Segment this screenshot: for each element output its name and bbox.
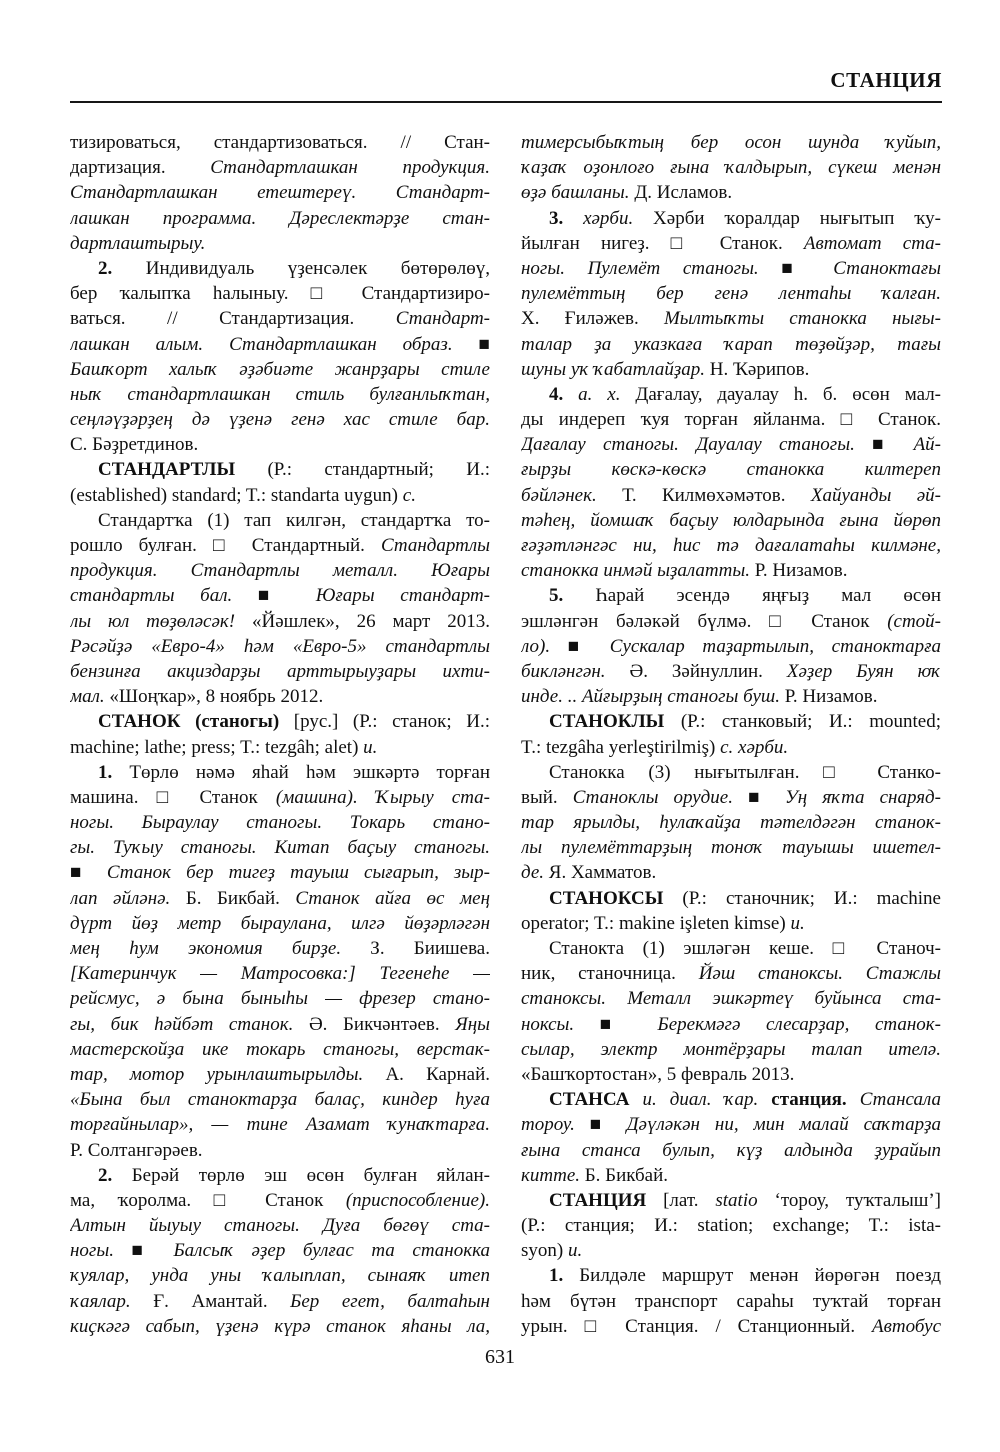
text-line xyxy=(521,785,941,810)
text-line xyxy=(521,1289,941,1314)
text-segment: Х. Ғиләжев. xyxy=(521,308,664,330)
text-segment: Б. Бикбай. xyxy=(584,1164,669,1186)
text-line xyxy=(521,911,941,936)
text-line xyxy=(521,457,941,482)
text-line xyxy=(70,206,490,231)
text-line xyxy=(521,206,941,231)
text-segment: «Башҡортостан», 5 февраль 2013. xyxy=(521,1063,795,1085)
text-segment: (Р.: станочник; И.: machine xyxy=(682,887,941,909)
text-line xyxy=(70,558,490,583)
text-segment: ғәҙәтләнгәс ни, һис тә дағалатаһы килмәне, xyxy=(521,535,941,556)
page-number: 631 xyxy=(485,1346,515,1368)
text-segment: станоксы. Металл эшкәртеү буйынса ста- xyxy=(521,988,941,1010)
text-line xyxy=(521,231,941,256)
text-segment: бикләнгән. xyxy=(521,660,630,682)
text-segment: «Бына был станоктарҙа балаҫ, киндер һуға xyxy=(70,1089,490,1111)
text-segment: Дәүләкән ни, мин малай саҡтарҙа xyxy=(626,1114,941,1136)
text-segment: (Р.: стандартный; И.: xyxy=(267,459,490,481)
text-segment: тороу. xyxy=(521,1114,590,1136)
text-segment: ногы. Пулемёт станогы. xyxy=(521,257,782,279)
text-segment: С. Бәҙретдинов. xyxy=(70,434,199,456)
text-segment: тимерсыбыҡтың бер осон шунда ҡуйып, xyxy=(521,132,941,153)
text-segment: хәрби. xyxy=(583,207,654,229)
text-segment: 4. xyxy=(549,383,579,405)
text-segment: syon) xyxy=(521,1240,568,1262)
text-segment: Бер егет, балтаһын xyxy=(290,1290,490,1312)
text-segment: Р. Солтангәрәев. xyxy=(70,1139,203,1161)
text-line xyxy=(70,1037,490,1062)
text-line xyxy=(521,281,941,306)
text-segment: вый. xyxy=(521,786,573,808)
text-line xyxy=(70,961,490,986)
text-line xyxy=(521,1012,941,1037)
text-segment: лашкан программа. Дәреслектәрҙе стан- xyxy=(70,207,490,229)
text-segment: шуны уҡ ҡабатлайҙар. xyxy=(521,358,710,380)
text-segment: СТАНОКЛЫ xyxy=(549,711,681,733)
text-segment: Йәш станоксы. Стажлы xyxy=(698,963,941,985)
text-line xyxy=(521,382,941,407)
text-line xyxy=(521,684,941,709)
text-line xyxy=(521,1263,941,1288)
text-segment: дартизация. xyxy=(70,157,211,179)
header-rule xyxy=(70,101,942,103)
text-segment: тәһең, йомшаҡ баҫыу юлдарында ғына йөрөп xyxy=(521,509,941,531)
text-segment: и. xyxy=(363,736,378,758)
text-segment: ник, станочница. xyxy=(521,963,699,985)
text-segment: Стандарт- xyxy=(395,308,490,330)
text-segment: Сускалар таҙартылып, станоктарға xyxy=(609,635,941,657)
text-segment: Станок айға өс мең xyxy=(295,887,490,909)
text-segment: ‘тороу, туҡталыш’] xyxy=(774,1189,941,1211)
text-segment: Автобус xyxy=(872,1315,941,1337)
text-line xyxy=(70,659,490,684)
text-line xyxy=(70,1138,490,1163)
text-segment: Станоклы орудие. xyxy=(572,786,749,808)
text-segment: ■ xyxy=(131,1240,174,1262)
text-segment: (приспособление). xyxy=(345,1189,490,1211)
text-line xyxy=(70,1188,490,1213)
text-segment: ҡаялар. xyxy=(70,1290,154,1312)
text-segment: Ай- xyxy=(913,434,941,456)
text-segment: тар ярылды, һулаҡайҙа тәтелдәгән станок- xyxy=(521,812,941,834)
text-segment: лашкан алым. Стандартлашкан образ. xyxy=(70,333,479,355)
text-line xyxy=(70,281,490,306)
text-segment: Станок бер тигеҙ тауыш сығарып, зыр- xyxy=(106,862,490,884)
text-line xyxy=(70,256,490,281)
text-line xyxy=(521,1314,941,1339)
text-segment: урын. □ Станция. / Станционный. xyxy=(521,1315,872,1337)
text-segment: Р. Низамов. xyxy=(754,560,848,582)
text-segment: Ә. Бикчәнтәев. xyxy=(308,1013,456,1035)
text-line xyxy=(521,1087,941,1112)
text-segment: СТАНДАРТЛЫ xyxy=(98,459,268,481)
text-segment: торғайнылар», — тине Азамат ҡунаҡтарға. xyxy=(70,1114,490,1136)
text-line xyxy=(70,735,490,760)
text-line xyxy=(521,483,941,508)
text-line xyxy=(70,407,490,432)
text-segment: бәйләнек. xyxy=(521,484,623,506)
text-line xyxy=(521,735,941,760)
text-line xyxy=(70,357,490,382)
text-segment: сылар, электр монтёрҙары талап ителә. xyxy=(521,1038,941,1060)
text-segment: а. х. xyxy=(578,383,636,405)
text-segment: Индивидуаль үҙенсәлек бөтөрөлөү, xyxy=(145,257,490,279)
text-segment: ҡуялар, унда уны ҡалыплап, сынаяҡ итеп xyxy=(70,1265,490,1287)
text-segment: дартлаштырыу. xyxy=(70,232,206,254)
text-segment: эшләнгән бәләкәй бүлмә. □ Станок xyxy=(521,610,888,632)
text-segment: с. хәрби. xyxy=(720,736,789,758)
text-line xyxy=(521,659,941,684)
text-segment: statio xyxy=(715,1189,775,1211)
text-segment: ды индереп ҡуя торған яйланма. □ Станок. xyxy=(521,409,941,431)
text-segment: Я. Хамматов. xyxy=(548,862,657,884)
text-line xyxy=(521,1062,941,1087)
text-line xyxy=(521,407,941,432)
text-line xyxy=(70,886,490,911)
text-segment: [Катеринчук — Матросовка:] Тегенеһе — xyxy=(70,963,490,985)
text-segment: «Йәшлек», 26 март 2013. xyxy=(252,610,490,632)
text-line xyxy=(70,1112,490,1137)
text-segment: Стандартлашкан продукция. xyxy=(210,157,490,179)
text-segment: Билдәле маршрут менән йөрөгән поезд xyxy=(579,1265,941,1287)
text-segment: Мылтыҡты станокка нығы- xyxy=(663,308,941,330)
text-segment: Дағалау, дауалау һ. б. өсөн мал- xyxy=(635,383,941,405)
text-line xyxy=(521,256,941,281)
text-line xyxy=(521,332,941,357)
text-line xyxy=(521,810,941,835)
text-line xyxy=(521,860,941,885)
text-segment: Хәрби ҡоралдар нығытып ҡу- xyxy=(653,207,941,229)
text-segment: Н. Ҡәрипов. xyxy=(709,358,810,380)
text-segment: мең һум экономия бирҙе. xyxy=(70,938,371,959)
text-segment: станция. xyxy=(771,1089,860,1111)
text-line xyxy=(521,886,941,911)
text-line xyxy=(521,180,941,205)
text-line xyxy=(521,1112,941,1137)
text-segment: и. диал. ҡар. xyxy=(642,1089,772,1111)
text-line xyxy=(70,306,490,331)
text-line xyxy=(521,760,941,785)
text-segment: мастерскойҙа ике токарь станогы, верстак- xyxy=(70,1038,490,1060)
text-segment: Уң яҡта снаряд- xyxy=(784,786,941,808)
text-segment: 1. xyxy=(98,761,130,783)
text-line xyxy=(70,1163,490,1188)
text-segment: рейсмус, ә бына быныһы — фрезер стано- xyxy=(70,988,490,1010)
text-line xyxy=(521,357,941,382)
text-segment: СТАНОК (станогы) xyxy=(98,711,294,733)
text-line xyxy=(521,936,941,961)
text-line xyxy=(70,483,490,508)
text-line xyxy=(70,583,490,608)
text-segment: лы юл төҙөләсәк! xyxy=(70,610,252,632)
text-line xyxy=(521,609,941,634)
text-segment: ■ xyxy=(599,1013,658,1035)
text-segment: ма, ҡоролма. □ Станок xyxy=(70,1189,346,1211)
text-segment: (стой- xyxy=(887,610,941,632)
text-segment: йылған нигеҙ. □ Станок. xyxy=(521,232,804,254)
text-segment: 2. xyxy=(98,1164,132,1186)
text-segment: operator; T.: makine işleten kimse) xyxy=(521,912,791,934)
text-line xyxy=(70,860,490,885)
text-line xyxy=(70,835,490,860)
text-line xyxy=(521,1238,941,1263)
text-segment: Юғары стандарт- xyxy=(315,585,490,607)
text-line xyxy=(70,1062,490,1087)
text-line xyxy=(521,1163,941,1188)
text-segment: ваться. // Стандартизация. xyxy=(70,308,396,330)
text-segment: (машина). Ҡырыу ста- xyxy=(275,786,490,808)
text-segment: китте. xyxy=(521,1164,585,1186)
text-line xyxy=(521,306,941,331)
text-line xyxy=(70,936,490,961)
text-segment: Стансала xyxy=(859,1089,941,1111)
text-segment: Хәҙер Буян юҡ xyxy=(786,660,941,682)
text-segment: Д. Исламов. xyxy=(634,182,733,204)
text-segment: Рәсәйҙә «Евро-4» һәм «Евро-5» стандартлы xyxy=(70,635,490,657)
text-segment: өҙә башланы. xyxy=(521,182,635,204)
text-segment: (Р.: станция; И.: station; exchange; T.: ista- xyxy=(521,1215,941,1237)
text-segment: Р. Низамов. xyxy=(784,686,878,708)
text-segment: ■ xyxy=(257,585,316,607)
text-line xyxy=(70,1238,490,1263)
text-segment: ■ xyxy=(872,434,914,456)
text-segment: ногы. xyxy=(70,1240,132,1262)
text-segment: Дағалау станогы. Дауалау станогы. xyxy=(521,434,873,456)
text-line xyxy=(70,684,490,709)
text-line xyxy=(70,382,490,407)
text-segment: Ә. Зәйнуллин. xyxy=(629,660,787,682)
text-line xyxy=(70,1087,490,1112)
text-segment: Станокка (3) нығытылған. □ Станко- xyxy=(549,761,941,783)
text-line xyxy=(70,760,490,785)
text-line xyxy=(70,533,490,558)
text-segment: 5. xyxy=(549,585,596,607)
text-segment: и. xyxy=(567,1240,583,1262)
text-segment: тизироваться, стандартизоваться. // Стан- xyxy=(70,132,490,153)
text-segment: дүрт йөҙ метр быраулана, илгә йөҙәрләгән xyxy=(70,912,490,934)
text-line xyxy=(521,986,941,1011)
text-segment: 1. xyxy=(549,1265,580,1287)
text-line xyxy=(521,1188,941,1213)
text-line xyxy=(70,508,490,533)
text-segment: сеңләүҙәрҙең дә үҙенә генә хас стиле бар. xyxy=(70,409,490,431)
text-segment: талар ҙа указкаға ҡарап төҙөйҙәр, тағы xyxy=(521,333,941,355)
text-segment: Алтын йыуыу станогы. Дуға бөгөү ста- xyxy=(70,1215,490,1237)
text-segment: ныҡ стандартлашкан стиль булғанлыҡтан, xyxy=(70,383,490,405)
text-line xyxy=(521,155,941,180)
text-segment: мал. xyxy=(70,686,110,708)
text-segment: 2. xyxy=(98,257,146,279)
text-segment: лап әйләнә. xyxy=(70,887,186,909)
text-segment: инде. .. Айғырҙың станогы буш. xyxy=(521,686,785,708)
text-line xyxy=(521,835,941,860)
text-line xyxy=(70,155,490,180)
text-line xyxy=(521,1138,941,1163)
text-segment: Станоктағы xyxy=(833,257,941,279)
text-segment: тар, мотор урынлаштырылды. xyxy=(70,1063,386,1085)
text-segment: Ғ. Амантай. xyxy=(153,1290,291,1312)
text-line xyxy=(521,1213,941,1238)
text-segment: ■ xyxy=(748,786,785,808)
text-line xyxy=(70,1289,490,1314)
text-segment: [лат. xyxy=(663,1189,716,1211)
text-segment: Хайуанды әй- xyxy=(810,484,941,506)
text-segment: бензинға акциздарҙы арттырыуҙары ихти- xyxy=(70,660,490,682)
text-segment: ■ xyxy=(70,862,107,884)
text-line xyxy=(70,457,490,482)
text-segment: ■ xyxy=(567,635,610,657)
text-segment: Яңы xyxy=(455,1013,490,1035)
text-segment: З. Биишева. xyxy=(370,938,490,959)
text-line xyxy=(70,1012,490,1037)
text-segment: һәм бүтән транспорт сараһы туҡтай торған xyxy=(521,1290,941,1312)
text-segment: ■ xyxy=(781,257,834,279)
text-line xyxy=(70,785,490,810)
text-line xyxy=(70,432,490,457)
text-line xyxy=(521,533,941,558)
text-segment: пулемёттың бер генә лентаһы ҡалған. xyxy=(521,283,941,305)
text-line xyxy=(521,1037,941,1062)
text-segment: рошло булған. □ Стандартный. xyxy=(70,535,381,556)
text-segment: Стандартлы xyxy=(380,535,490,556)
text-segment: ло). xyxy=(521,635,568,657)
text-segment: Балсыҡ әҙер булғас та станокка xyxy=(173,1240,490,1262)
running-head: СТАНЦИЯ xyxy=(830,68,942,92)
text-line xyxy=(70,609,490,634)
text-segment: продукция. Стандартлы металл. Юғары xyxy=(70,560,490,582)
text-segment: ноксы. xyxy=(521,1013,600,1035)
text-segment: ■ xyxy=(478,333,490,355)
text-segment: ҡаҙаҡ оҙонлоғо ғына ҡалдырып, сүкеш менән xyxy=(521,157,941,179)
text-segment: Берекмәгә слесарҙар, станок- xyxy=(657,1013,941,1035)
text-line xyxy=(70,634,490,659)
text-line xyxy=(70,130,490,155)
text-segment: Башҡорт халыҡ әҙәбиәте жанрҙары стиле xyxy=(70,358,490,380)
text-segment: Т. Килмөхәмәтов. xyxy=(622,484,811,506)
text-segment: гы, бик һәйбәт станок. xyxy=(70,1013,309,1035)
text-segment: с. xyxy=(402,484,416,506)
column-right xyxy=(521,130,941,1339)
text-segment: machine; lathe; press; T.: tezgâh; alet) xyxy=(70,736,364,758)
text-segment: Стандартлашкан етештереү. Стандарт- xyxy=(70,182,490,204)
text-segment: СТАНЦИЯ xyxy=(549,1189,664,1211)
text-line xyxy=(521,583,941,608)
text-segment: ■ xyxy=(589,1114,627,1136)
text-segment: T.: tezgâha yerleştirilmiş) xyxy=(521,736,721,758)
text-line xyxy=(70,1263,490,1288)
text-segment: Автомат ста- xyxy=(803,232,941,254)
text-segment: Б. Бикбай. xyxy=(185,887,296,909)
text-line xyxy=(521,432,941,457)
text-segment: станокка инмәй ыҙалатты. xyxy=(521,560,755,582)
text-segment: (established) standard; T.: standarta uygun) xyxy=(70,484,403,506)
text-segment: бер ҡалыпҡа һалыныу. □ Стандартизиро- xyxy=(70,283,490,305)
text-line xyxy=(70,986,490,1011)
text-segment: лы пулемёттарҙың тоноҡ тауышы ишетел- xyxy=(521,837,941,859)
text-segment: машина. □ Станок xyxy=(70,786,276,808)
text-segment: и. xyxy=(790,912,805,934)
text-line xyxy=(70,810,490,835)
text-line xyxy=(521,709,941,734)
text-line xyxy=(521,961,941,986)
column-left xyxy=(70,130,490,1339)
text-segment: 3. xyxy=(549,207,584,229)
text-columns xyxy=(70,130,941,1339)
text-segment: гы. Туҡыу станогы. Китап баҫыу станогы. xyxy=(70,837,490,859)
text-segment: киҫкәгә сабып, үҙенә күрә станок яһаны ла, xyxy=(70,1315,490,1337)
text-line xyxy=(70,332,490,357)
text-segment: Станокта (1) эшләгән кеше. □ Станоч- xyxy=(549,938,941,959)
text-line xyxy=(521,508,941,533)
text-segment: стандартлы бал. xyxy=(70,585,258,607)
text-line xyxy=(521,558,941,583)
text-segment: Стандартҡа (1) тап килгән, стандартҡа то- xyxy=(98,509,490,531)
text-segment: СТАНОКСЫ xyxy=(549,887,683,909)
text-segment: ғырҙы көскә-көскә станокка килтереп xyxy=(521,459,941,481)
text-segment: [рус.] (Р.: станок; И.: xyxy=(293,711,490,733)
text-line xyxy=(70,1314,490,1339)
text-line xyxy=(521,130,941,155)
text-segment: (Р.: станковый; И.: mounted; xyxy=(680,711,941,733)
text-line xyxy=(521,634,941,659)
text-line xyxy=(70,911,490,936)
text-segment: СТАНСА xyxy=(549,1089,643,1111)
text-line xyxy=(70,231,490,256)
text-line xyxy=(70,180,490,205)
text-segment: А. Карнай. xyxy=(385,1063,490,1085)
text-segment: Һарай эсендә яңғыҙ мал өсөн xyxy=(595,585,941,607)
text-segment: ғына станса булып, күҙ алдында ҙурайып xyxy=(521,1139,941,1161)
text-line xyxy=(70,709,490,734)
text-segment: ногы. Быраулау станогы. Токарь стано- xyxy=(70,812,490,834)
text-segment: де. xyxy=(521,862,549,884)
text-segment: Төрлө нәмә яһай һәм эшкәртә торған xyxy=(129,761,490,783)
text-segment: «Шоңҡар», 8 ноябрь 2012. xyxy=(109,686,324,708)
text-segment: Берәй төрлө эш өсөн булған яйлан- xyxy=(131,1164,490,1186)
text-line xyxy=(70,1213,490,1238)
